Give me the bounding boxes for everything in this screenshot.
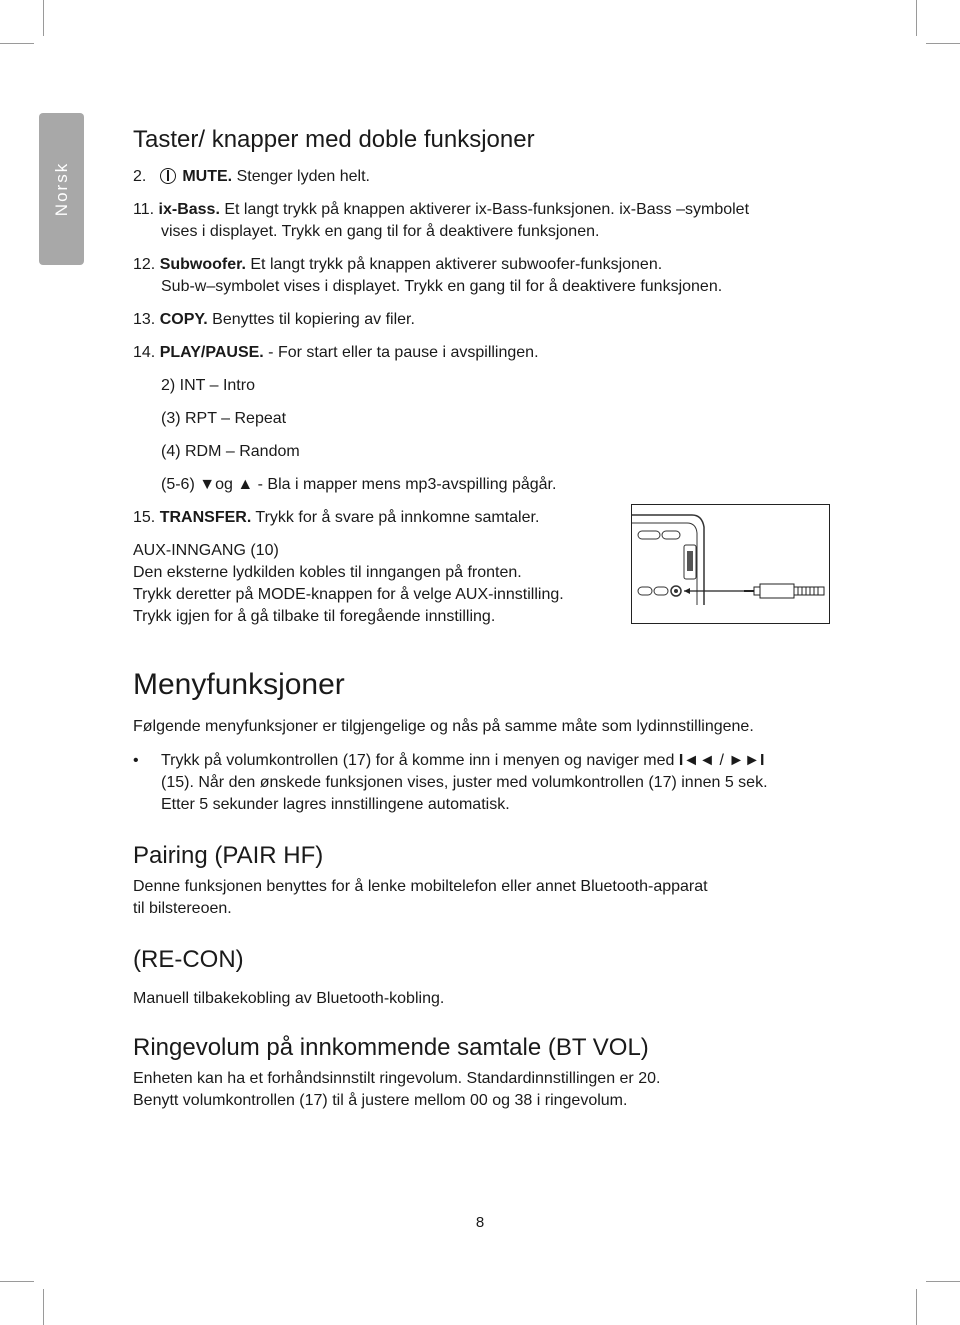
- crop-mark: [0, 43, 34, 44]
- folder-prefix: (5-6): [161, 476, 200, 493]
- aux-line: Trykk deretter på MODE-knappen for å velge AUX-innstilling.: [133, 586, 564, 603]
- crop-mark: [43, 1289, 44, 1325]
- menu-intro: Følgende menyfunksjoner er tilgjengelige og nås på samme måte som lydinnstillingene.: [133, 718, 754, 735]
- list-item-subwoofer: [133, 254, 833, 298]
- language-tab-label: Norsk: [51, 161, 71, 217]
- list-item-copy: [133, 309, 833, 331]
- item-number: 11.: [133, 201, 155, 218]
- list-item-mute: [133, 166, 833, 188]
- item-number: 15.: [133, 509, 156, 526]
- crop-mark: [926, 1281, 960, 1282]
- bullet-text: Trykk på volumkontrollen (17) for å komme inn i menyen og naviger med: [161, 752, 675, 769]
- subitem-folder: [133, 474, 833, 496]
- list-item-play-pause: [133, 342, 833, 364]
- aux-title: AUX-INNGANG (10): [133, 542, 279, 559]
- crop-mark: [916, 0, 917, 36]
- item-keyword: Subwoofer.: [159, 256, 246, 273]
- item-text-continued: vises i displayet. Trykk en gang til for å deaktivere funksjonen.: [161, 223, 600, 240]
- bullet-line: [133, 750, 833, 772]
- section-title-pairing: Pairing (PAIR HF): [133, 842, 324, 869]
- aux-line: Den eksterne lydkilden kobles til inngangen på fronten.: [133, 564, 522, 581]
- item-text: Stenger lyden helt.: [232, 168, 370, 185]
- item-number: 2.: [133, 168, 147, 185]
- folder-text: - Bla i mapper mens mp3-avspilling pågår.: [253, 476, 557, 493]
- section-title-menu-functions: Menyfunksjoner: [133, 668, 345, 701]
- item-number: 14.: [133, 344, 156, 361]
- language-tab: [39, 113, 84, 265]
- item-text: Benyttes til kopiering av filer.: [207, 311, 415, 328]
- crop-mark: [0, 1281, 34, 1282]
- power-icon: [160, 168, 176, 184]
- down-arrow-icon: ▼: [199, 476, 216, 493]
- item-keyword: PLAY/PAUSE.: [159, 344, 264, 361]
- subitem-intro: 2) INT – Intro: [161, 377, 255, 394]
- previous-track-icon: I◄◄: [678, 752, 715, 769]
- page-number: 8: [475, 1214, 485, 1231]
- up-arrow-icon: ▲: [237, 476, 254, 493]
- aux-line: Trykk igjen for å gå tilbake til foregående innstilling.: [133, 608, 496, 625]
- item-keyword: TRANSFER.: [159, 509, 252, 526]
- item-number: 12.: [133, 256, 156, 273]
- list-item-ix-bass: [133, 199, 833, 243]
- subitem-repeat: (3) RPT – Repeat: [161, 410, 287, 427]
- slash: /: [719, 752, 724, 769]
- aux-diagram-illustration: [632, 505, 829, 623]
- btvol-line: Benytt volumkontrollen (17) til å justere mellom 00 og 38 i ringevolum.: [133, 1092, 628, 1109]
- folder-og: og: [215, 476, 238, 493]
- item-text: Trykk for å svare på innkomne samtaler.: [251, 509, 540, 526]
- item-text: - For start eller ta pause i avspillingen.: [263, 344, 539, 361]
- item-keyword: ix-Bass.: [158, 201, 220, 218]
- bullet-line: (15). Når den ønskede funksjonen vises, juster med volumkontrollen (17) innen 5 sek.: [161, 774, 768, 791]
- item-number: 13.: [133, 311, 156, 328]
- bullet-marker: •: [133, 752, 139, 769]
- item-text-continued: Sub-w–symbolet vises i displayet. Trykk en gang til for å deaktivere funksjonen.: [161, 278, 723, 295]
- crop-mark: [43, 0, 44, 36]
- next-track-icon: ►►I: [728, 752, 765, 769]
- pairing-line: Denne funksjonen benyttes for å lenke mobiltelefon eller annet Bluetooth-apparat: [133, 878, 708, 895]
- section-title-recon: (RE-CON): [133, 946, 244, 973]
- section-title-bt-vol: Ringevolum på innkommende samtale (BT VOL): [133, 1034, 649, 1061]
- item-text: Et langt trykk på knappen aktiverer subwoofer-funksjonen.: [245, 256, 663, 273]
- menu-bullet: [133, 750, 833, 816]
- item-keyword: COPY.: [159, 311, 208, 328]
- crop-mark: [916, 1289, 917, 1325]
- subitem-random: (4) RDM – Random: [161, 443, 300, 460]
- btvol-line: Enheten kan ha et forhåndsinnstilt ringevolum. Standardinnstillingen er 20.: [133, 1070, 661, 1087]
- aux-input-diagram: [631, 504, 830, 624]
- recon-line: Manuell tilbakekobling av Bluetooth-kobling.: [133, 990, 445, 1007]
- item-text: Et langt trykk på knappen aktiverer ix-Bass-funksjonen. ix-Bass –symbolet: [219, 201, 750, 218]
- section-title-dual-function-keys: Taster/ knapper med doble funksjoner: [133, 126, 535, 153]
- crop-mark: [926, 43, 960, 44]
- item-keyword: MUTE.: [182, 168, 233, 185]
- pairing-line: til bilstereoen.: [133, 900, 232, 917]
- bullet-line: Etter 5 sekunder lagres innstillingene automatisk.: [161, 796, 510, 813]
